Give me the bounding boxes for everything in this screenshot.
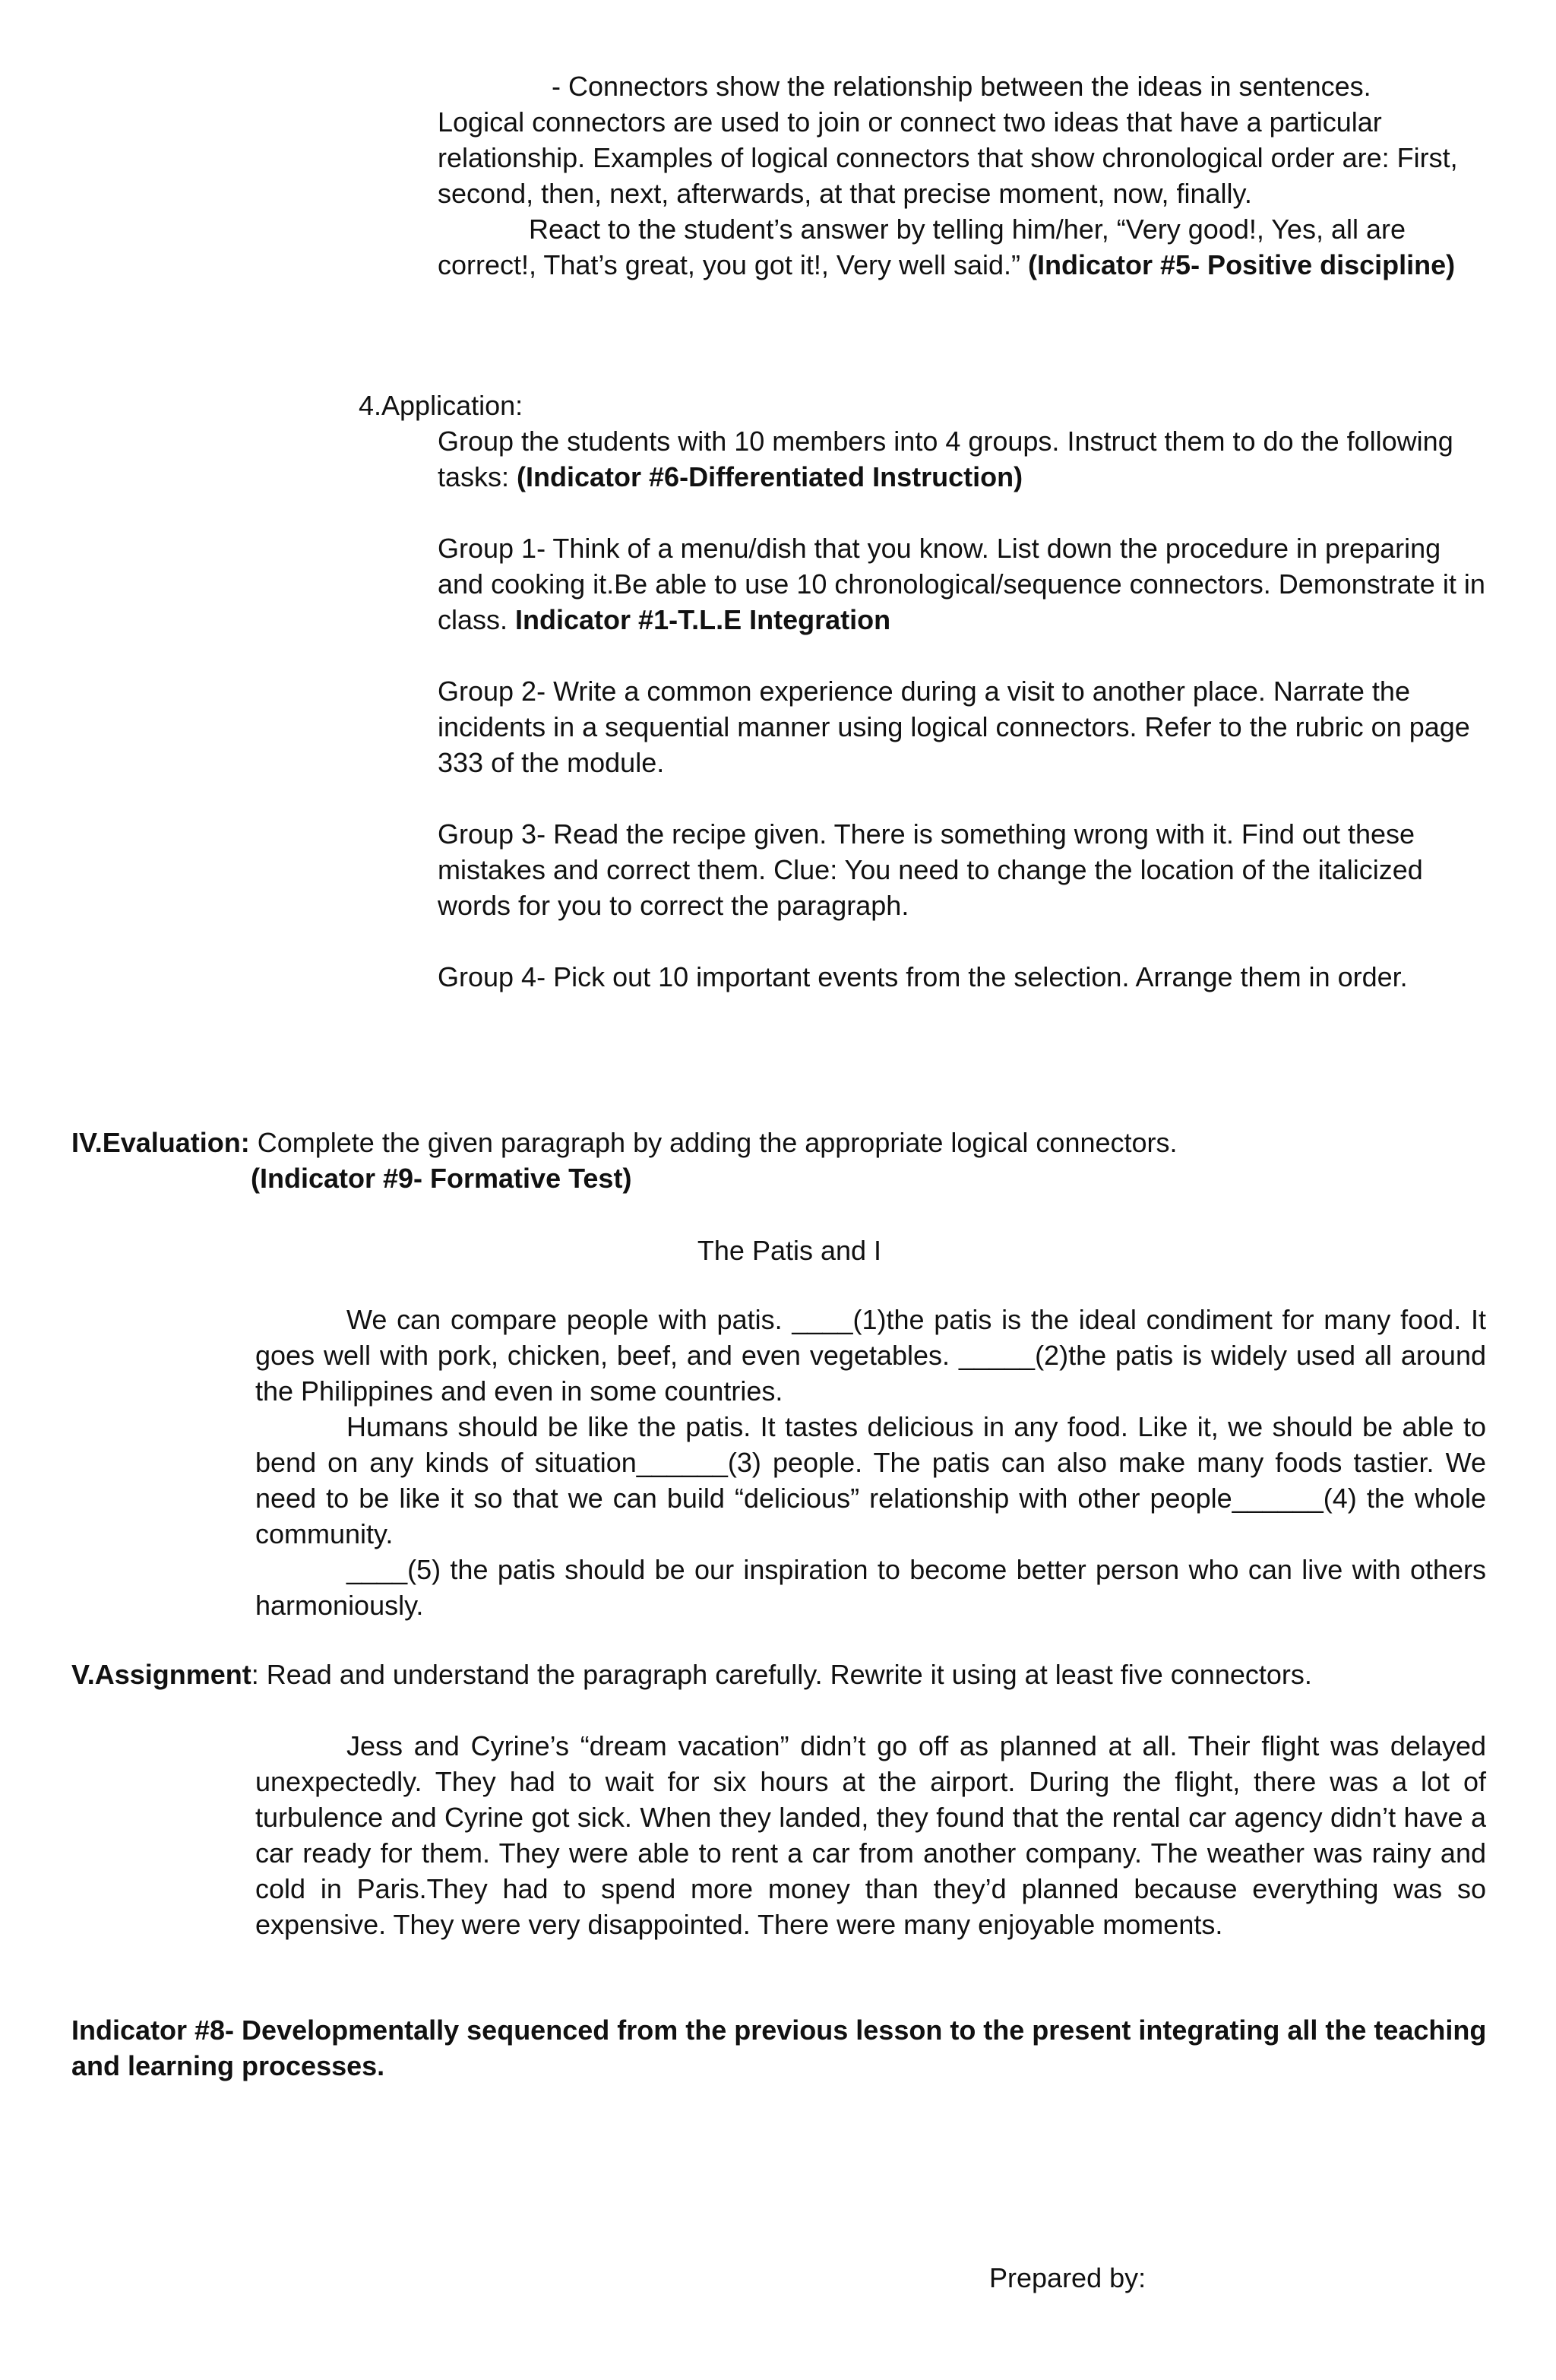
- application-tasks: [438, 423, 1486, 995]
- group-4-task: Group 4- Pick out 10 important events from the selection. Arrange them in order.: [438, 961, 1408, 992]
- group-3-task: Group 3- Read the recipe given. There is something wrong with it. Find out these mistakes and correct them. Clue: You need to change the location of the italicized words for you to correct the paragraph.: [438, 818, 1423, 921]
- indicator-9: (Indicator #9- Formative Test): [251, 1163, 632, 1194]
- assignment-line: [71, 1657, 1500, 1692]
- connectors-definition: - Connectors show the relationship between the ideas in sentences.: [552, 71, 1371, 102]
- assignment-passage: Jess and Cyrine’s “dream vacation” didn’t go off as planned at all. Their flight was delayed unexpectedly. They had to wait for six hours at the airport. During the flight, there was a lot of turbulence and Cyrine got sick. When they landed, they found that the rental car agency didn’t have a car ready for them. They were able to rent a car from another company. The weather was rainy and cold in Paris.They had to spend more money than they’d planned because everything was so expensive. They were very disappointed. There were many enjoyable moments.: [255, 1730, 1486, 1940]
- application-intro: [438, 423, 1486, 495]
- evaluation-label: IV.Evaluation:: [71, 1127, 250, 1158]
- connectors-section: [438, 68, 1486, 283]
- evaluation-instruction: Complete the given paragraph by adding the appropriate logical connectors.: [249, 1127, 1178, 1158]
- assignment-instruction: : Read and understand the paragraph carefully. Rewrite it using at least five connectors.: [251, 1659, 1312, 1690]
- assignment-label: V.Assignment: [71, 1659, 251, 1690]
- application-intro-text: Group the students with 10 members into 4 groups. Instruct them to do the following tasks:: [438, 426, 1453, 492]
- evaluation-line: [71, 1125, 1485, 1160]
- prepared-by: Prepared by:: [989, 2262, 1146, 2293]
- patis-paragraphs: [255, 1302, 1486, 1623]
- patis-paragraph-1: We can compare people with patis. ____(1)the patis is the ideal condiment for many food. It goes well with pork, chicken, beef, and even vegetables. _____(2)the patis is widely used all around the Philippines and even in some countries.: [255, 1304, 1486, 1407]
- indicator-1: Indicator #1-T.L.E Integration: [515, 604, 891, 635]
- indicator-5: (Indicator #5- Positive discipline): [1028, 249, 1456, 280]
- logical-connectors-paragraph: Logical connectors are used to join or connect two ideas that have a particular relationship. Examples of logical connectors that show chronological order are: First, second, then, next, afterwards, at that precise moment, now, finally.: [438, 106, 1458, 209]
- patis-title: The Patis and I: [697, 1235, 882, 1266]
- react-paragraph: [438, 211, 1486, 283]
- patis-paragraph-3: ____(5) the patis should be our inspiration to become better person who can live with others harmoniously.: [255, 1554, 1486, 1621]
- indicator-8: Indicator #8- Developmentally sequenced from the previous lesson to the present integrating all the teaching and learning processes.: [71, 2014, 1487, 2081]
- indicator-6: (Indicator #6-Differentiated Instruction): [517, 461, 1023, 492]
- group-1-task: [438, 530, 1486, 638]
- application-heading: 4.Application:: [359, 390, 523, 421]
- group-1-text: Group 1- Think of a menu/dish that you know. List down the procedure in preparing and cooking it.Be able to use 10 chronological/sequence connectors. Demonstrate it in class.: [438, 533, 1485, 635]
- group-2-task: Group 2- Write a common experience during a visit to another place. Narrate the incidents in a sequential manner using logical connectors. Refer to the rubric on page 333 of the module.: [438, 676, 1470, 778]
- react-text: React to the student’s answer by telling him/her, “Very good!, Yes, all are correct!, That’s great, you got it!, Very well said.”: [438, 214, 1406, 280]
- patis-paragraph-2: Humans should be like the patis. It tastes delicious in any food. Like it, we should be able to bend on any kinds of situation______(3) people. The patis can also make many foods tastier. We need to be like it so that we can build “delicious” relationship with other people______(4) the whole community.: [255, 1411, 1486, 1549]
